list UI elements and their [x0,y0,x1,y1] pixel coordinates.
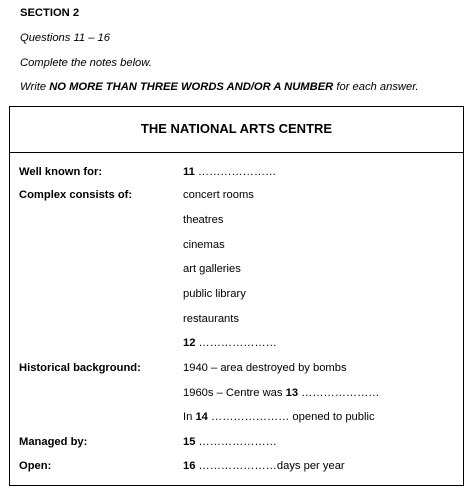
instruction-word-limit-emphasis: NO MORE THAN THREE WORDS AND/OR A NUMBER [49,81,334,93]
question-15-line [183,436,277,449]
question-number: 12 [183,337,196,349]
question-14-line [183,411,375,424]
title-divider [10,152,463,153]
open-label: Open: [19,460,52,472]
instruction-suffix: for each answer. [333,81,419,93]
notes-box [9,106,464,486]
question-16-line [183,460,345,473]
answer-blank: ………………… [195,436,277,448]
historical-in-text: In [183,411,196,423]
complex-item: restaurants [183,313,239,325]
question-number: 13 [285,387,299,399]
question-number: 16 [183,460,196,472]
question-13-line [183,387,380,400]
historical-line-1940: 1940 – area destroyed by bombs [183,362,347,374]
complex-item: theatres [183,214,224,226]
question-11-line [183,166,276,179]
well-known-label: Well known for: [19,166,103,178]
instruction-word-limit [20,81,419,94]
managed-label: Managed by: [19,436,88,448]
answer-blank: ………………… [195,337,277,349]
complex-item: art galleries [183,263,241,275]
answer-blank: ………………… [194,166,277,178]
complex-item: concert rooms [183,189,254,201]
historical-1960s-text: 1960s – Centre was [183,387,286,399]
answer-blank-opened: ………………… opened to public [207,411,375,423]
question-number: 11 [183,166,195,178]
answer-blank: ………………… [298,387,380,399]
complex-item: cinemas [183,239,225,251]
section-title: SECTION 2 [20,7,80,19]
answer-blank-days: …………………days per year [195,460,345,472]
instruction-complete-notes: Complete the notes below. [20,57,152,69]
questions-range: Questions 11 – 16 [20,32,110,44]
instruction-prefix: Write [20,81,50,93]
question-12-line [183,337,277,350]
question-number: 15 [183,436,196,448]
notes-title: THE NATIONAL ARTS CENTRE [140,121,333,136]
complex-item: public library [183,288,246,300]
historical-label: Historical background: [19,362,141,374]
complex-label: Complex consists of: [19,189,133,201]
question-number: 14 [195,411,208,423]
